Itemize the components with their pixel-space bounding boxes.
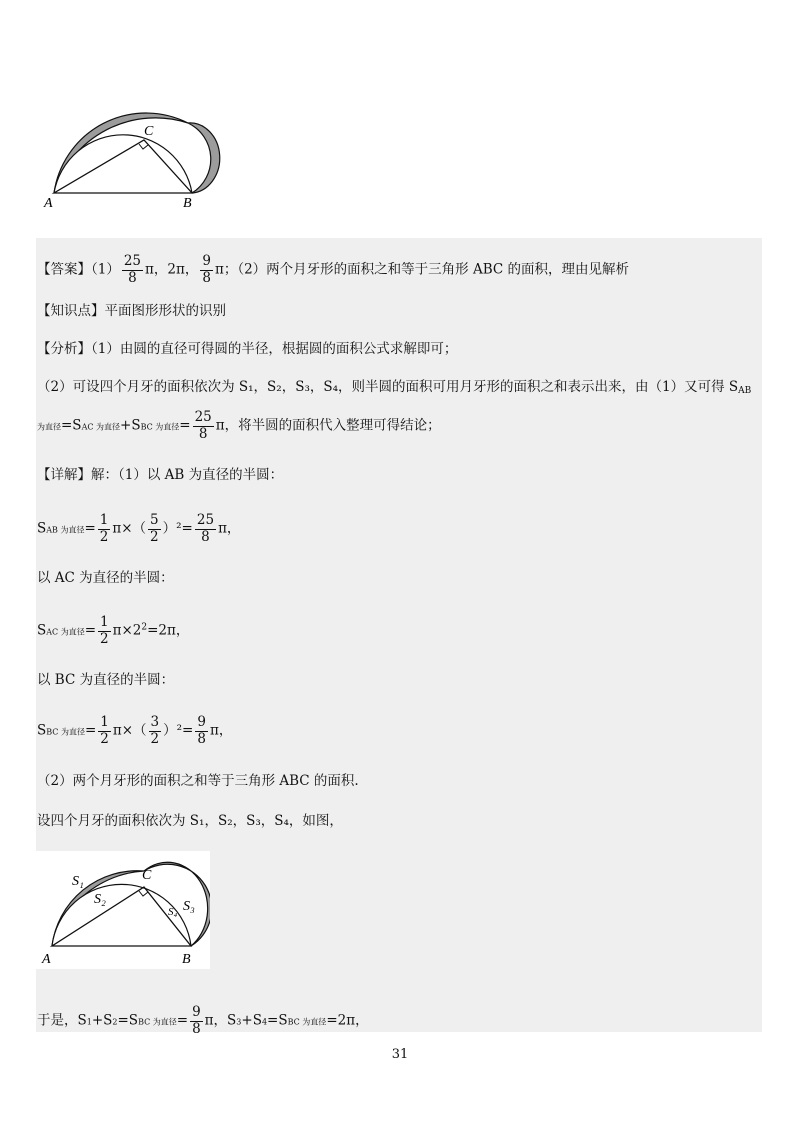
label-b: B xyxy=(182,952,191,967)
equation-bc: SBC 为直径= $\frac{1}{2}$ π×（ $\frac{3}{2}$ ）²= $\frac{9}{8}$ π， xyxy=(37,714,233,747)
knowledge-point: 【知识点】平面图形形状的识别 xyxy=(37,303,226,319)
page-number: 31 xyxy=(391,1047,409,1062)
label-c: C xyxy=(144,124,154,139)
analysis-line-3: 为直径=SAC 为直径+SBC 为直径= $\frac{25}{8}$ π，将半圆的面积代入整理可得结论； xyxy=(37,409,441,442)
label-s2: S₂ xyxy=(94,892,106,907)
fraction: $\frac{1}{2}$ xyxy=(99,512,109,545)
semicircle-figure-top xyxy=(36,104,222,214)
label-s1: S₁ xyxy=(72,874,84,889)
label-s4: S₄ xyxy=(168,906,178,918)
fraction: $\frac{9}{8}$ xyxy=(192,1004,201,1037)
bc-heading: 以 BC 为直径的半圆： xyxy=(37,672,175,688)
fraction: $\frac{1}{2}$ xyxy=(100,614,109,647)
fraction: $\frac{3}{2}$ xyxy=(150,714,160,747)
conclusion-line: 于是，S1+S2=SBC 为直径= $\frac{9}{8}$ π，S3+S4=SBC 为直径=2π， xyxy=(37,1004,369,1037)
setup-line: 设四个月牙的面积依次为 S₁，S₂，S₃，S₄，如图， xyxy=(37,813,343,829)
label-a: A xyxy=(44,196,53,211)
semicircle-figure-bottom xyxy=(36,851,210,969)
figure-bottom-panel xyxy=(36,851,210,969)
label-a: A xyxy=(42,952,51,967)
answer-line: 【答案】（1） $\frac{25}{8}$ π，2π， $\frac{9}{8}$ π；（2）两个月牙形的面积之和等于三角形 ABC 的面积，理由见解析 xyxy=(37,253,630,286)
fraction: $\frac{9}{8}$ xyxy=(202,253,211,286)
fraction: $\frac{9}{8}$ xyxy=(197,714,206,747)
part-2-statement: （2）两个月牙形的面积之和等于三角形 ABC 的面积. xyxy=(37,773,359,789)
fraction: $\frac{1}{2}$ xyxy=(100,714,109,747)
analysis-line-2: （2）可设四个月牙的面积依次为 S₁，S₂，S₃，S₄，则半圆的面积可用月牙形的面积之和表示出来，由（1）又可得 SAB xyxy=(37,379,752,396)
fraction: $\frac{25}{8}$ xyxy=(123,253,142,286)
label-s3: S₃ xyxy=(183,899,195,914)
ac-heading: 以 AC 为直径的半圆： xyxy=(37,570,174,586)
label-b: B xyxy=(183,196,192,211)
equation-ab: SAB 为直径= $\frac{1}{2}$ π×（ $\frac{5}{2}$ ）²= $\frac{25}{8}$ π， xyxy=(37,512,241,545)
analysis-line-1: 【分析】（1）由圆的直径可得圆的半径，根据圆的面积公式求解即可； xyxy=(37,341,458,357)
fraction: $\frac{25}{8}$ xyxy=(196,512,215,545)
equation-ac: SAC 为直径= $\frac{1}{2}$ $\pi\times 2^2=2\pi$， xyxy=(37,614,190,647)
fraction: $\frac{5}{2}$ xyxy=(150,512,159,545)
lune-right xyxy=(188,123,220,193)
semicircle-ab xyxy=(54,135,192,193)
detail-heading: 【详解】解：（1）以 AB 为直径的半圆： xyxy=(37,467,284,483)
fraction: $\frac{25}{8}$ xyxy=(194,409,212,442)
label-c: C xyxy=(142,868,152,883)
